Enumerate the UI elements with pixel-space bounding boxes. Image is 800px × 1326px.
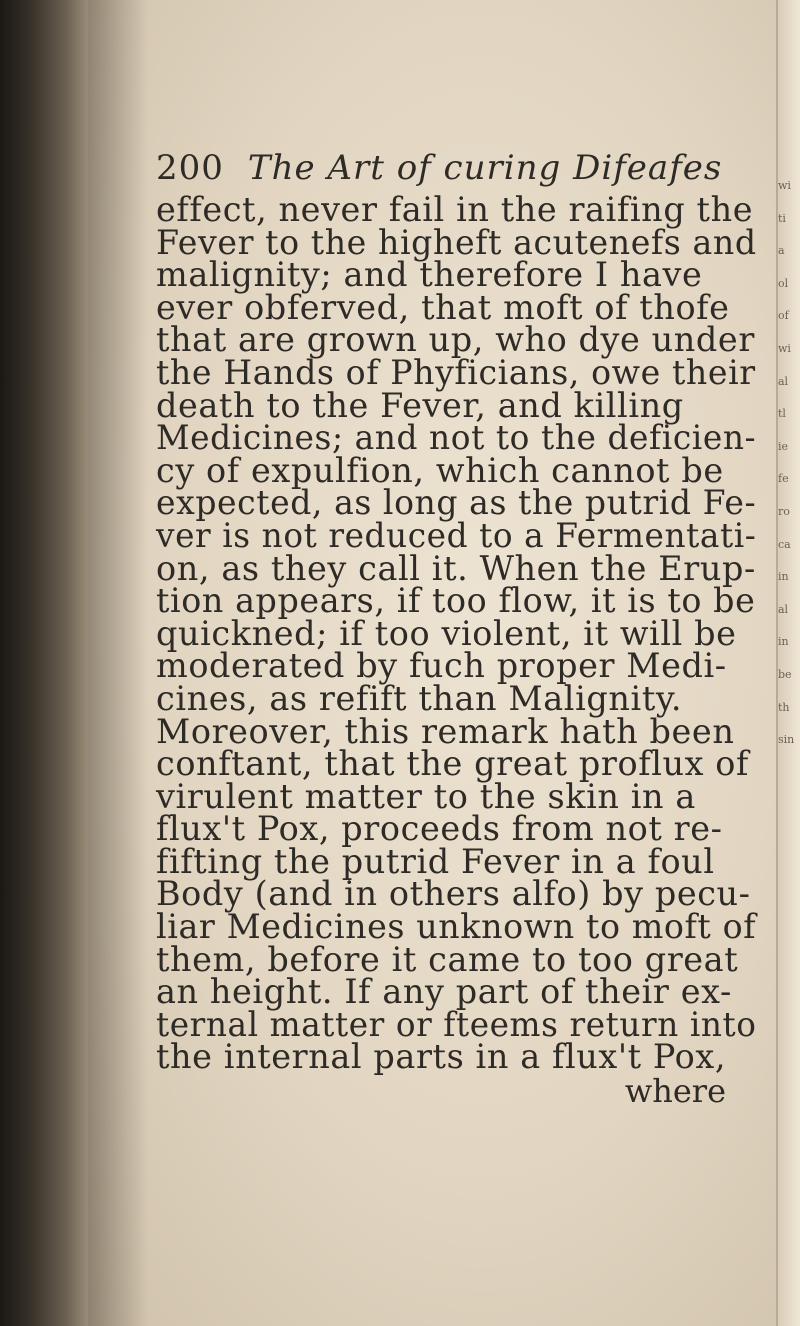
text-line: effect, never fail in the raifing the xyxy=(156,190,754,230)
page-header xyxy=(156,148,766,188)
margin-fragment: ol xyxy=(778,276,789,290)
text-line: cines, as refift than Malignity. xyxy=(156,678,683,719)
margin-fragment: th xyxy=(778,700,790,714)
margin-fragment: wi xyxy=(778,341,791,355)
text-line: cy of expulfion, which cannot be xyxy=(156,450,724,491)
text-line: conftant, that the great proflux of xyxy=(156,744,750,785)
page-text-block xyxy=(156,148,766,1111)
text-line: moderated by fuch proper Medi- xyxy=(156,646,727,687)
text-line: Medicines; and not to the deficien- xyxy=(156,418,757,459)
text-line: ver is not reduced to a Fermentati- xyxy=(156,515,757,556)
text-line: fifting the putrid Fever in a foul xyxy=(156,841,715,882)
margin-fragment: in xyxy=(778,570,789,584)
text-line: them, before it came to too great xyxy=(156,939,739,980)
page-number: 200 xyxy=(156,148,224,188)
margin-fragment: wi xyxy=(778,179,791,192)
text-line: tion appears, if too flow, it is to be xyxy=(156,581,756,622)
margin-fragments xyxy=(778,170,796,757)
margin-fragment: ie xyxy=(778,439,789,453)
body-text xyxy=(156,190,766,1078)
margin-fragment: in xyxy=(778,635,789,649)
margin-fragment: fe xyxy=(778,472,789,486)
text-line: Fever to the higheft acutenefs and xyxy=(156,222,757,263)
text-line: ever obferved, that moft of thofe xyxy=(156,287,730,328)
text-line: virulent matter to the skin in a xyxy=(156,776,696,817)
text-line: Moreover, this remark hath been xyxy=(156,711,735,752)
margin-fragment: a xyxy=(778,244,785,258)
book-gutter xyxy=(0,0,95,1326)
text-line: that are grown up, who dye under xyxy=(156,320,755,361)
text-line: the Hands of Phyficians, owe their xyxy=(156,352,756,393)
margin-fragment: tl xyxy=(778,407,786,421)
text-line: Body (and in others alfo) by pecu- xyxy=(156,874,751,915)
margin-fragment: al xyxy=(778,374,789,388)
text-line: the internal parts in a flux't Pox, xyxy=(156,1037,727,1078)
text-line: liar Medicines unknown to moft of xyxy=(156,907,757,948)
margin-fragment: sin xyxy=(778,733,795,747)
margin-fragment: al xyxy=(778,602,789,616)
text-line: an height. If any part of their ex- xyxy=(156,972,732,1013)
margin-fragment: ti xyxy=(778,211,786,225)
text-line: flux't Pox, proceeds from not re- xyxy=(156,809,723,850)
catchword: where xyxy=(624,1072,726,1111)
margin-fragment: of xyxy=(778,309,789,323)
running-head: The Art of curing Difeafes xyxy=(247,148,723,188)
text-line: expected, as long as the putrid Fe- xyxy=(156,483,757,524)
text-line: malignity; and therefore I have xyxy=(156,255,703,296)
margin-fragment: be xyxy=(778,667,792,681)
margin-fragment: ca xyxy=(778,537,791,551)
text-line: quickned; if too violent, it will be xyxy=(156,613,737,654)
margin-fragment: ro xyxy=(778,504,790,518)
text-line: on, as they call it. When the Erup- xyxy=(156,548,756,589)
text-line: ternal matter or fteems return into xyxy=(156,1004,757,1045)
text-line: death to the Fever, and killing xyxy=(156,385,684,426)
